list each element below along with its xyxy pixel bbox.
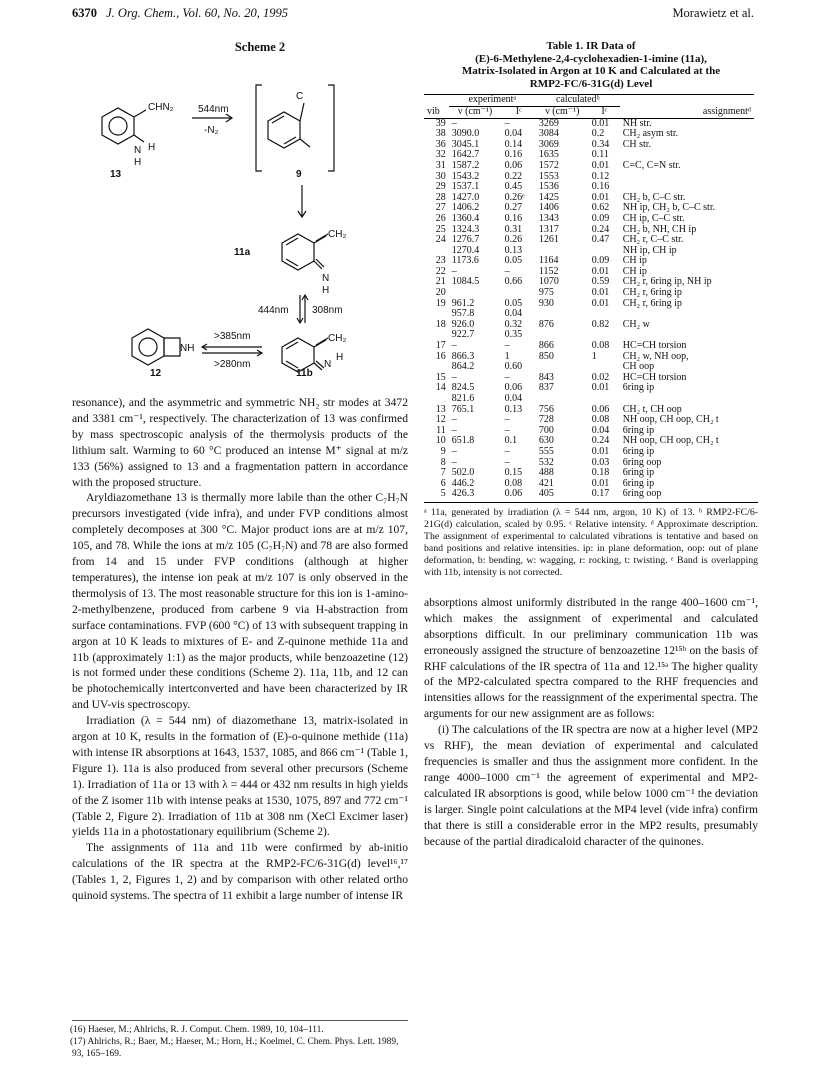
cell-exp-i: 0.22 xyxy=(504,170,523,182)
cell-calc-nu: 866 xyxy=(538,340,554,352)
cell-exp-i: 0.04 xyxy=(504,393,523,404)
table-row xyxy=(424,394,754,405)
cell-exp-nu: 426.3 xyxy=(451,488,475,500)
h-label-13b: H xyxy=(134,157,142,168)
cell-exp-nu: – xyxy=(451,265,457,277)
cell-calc-i: 0.11 xyxy=(591,149,609,161)
cell-exp-i: 0.05 xyxy=(504,255,523,267)
cell-exp-nu: 821.6 xyxy=(451,393,475,404)
cell-calc-nu xyxy=(536,394,589,405)
col-header-vib: vib xyxy=(424,106,449,118)
cell-vib: 6 xyxy=(440,477,446,489)
cell-exp-nu: – xyxy=(451,445,457,457)
cell-exp-i: 0.66 xyxy=(504,276,523,288)
n-label-11b: N xyxy=(324,359,332,370)
table-caption xyxy=(424,40,758,90)
cell-exp-nu: 1270.4 xyxy=(451,244,480,256)
col-header-exp-nu: ν (cm⁻¹) xyxy=(449,106,502,118)
cell-calc-i: 0.09 xyxy=(591,255,610,267)
h-label-11b: H xyxy=(336,352,344,363)
cell-exp-nu: 866.3 xyxy=(451,350,475,362)
cell-calc-i: 0.24 xyxy=(591,435,610,447)
cell-assignment: 6ring ip xyxy=(622,477,655,489)
compound-11b-label: 11b xyxy=(296,368,313,379)
cell-exp-nu: 1360.4 xyxy=(451,212,480,224)
cell-vib xyxy=(424,394,449,405)
cell-exp-i: 0.04 xyxy=(504,128,523,140)
cell-assignment: NH ip, CH ip xyxy=(622,244,677,256)
cell-vib: 5 xyxy=(440,488,446,500)
cell-exp-i: – xyxy=(504,265,510,277)
cell-calc-nu: 555 xyxy=(538,445,554,457)
journal-citation: J. Org. Chem., Vol. 60, No. 20, 1995 xyxy=(106,6,288,20)
cell-calc-i: 0.01 xyxy=(591,117,610,129)
cell-exp-nu: 1587.2 xyxy=(451,159,480,171)
col-header-exp-i: Iᶜ xyxy=(502,106,536,118)
cell-exp-i: 0.60 xyxy=(504,361,523,373)
cell-calc-nu: 843 xyxy=(538,371,554,383)
cell-calc-i: 0.17 xyxy=(591,488,610,500)
cell-calc-nu: 1553 xyxy=(538,170,559,182)
cell-exp-i: 0.06 xyxy=(504,159,523,171)
ir-table-body xyxy=(424,118,754,500)
cell-vib: 23 xyxy=(435,255,446,267)
cell-calc-i: 0.03 xyxy=(591,456,610,468)
cell-exp-i: 0.16 xyxy=(504,149,523,161)
arrow-544nm-label: 544nm xyxy=(198,104,229,115)
cell-calc-nu: 1536 xyxy=(538,181,559,193)
cell-exp-i: 0.14 xyxy=(504,138,523,150)
cell-assignment: CH ip, C–C str. xyxy=(622,212,685,224)
cell-vib: 27 xyxy=(435,202,446,214)
cell-calc-i: 0.01 xyxy=(591,191,610,203)
running-authors: Morawietz et al. xyxy=(672,6,754,20)
cell-exp-nu: – xyxy=(451,340,457,352)
cell-calc-nu: 1572 xyxy=(538,159,559,171)
table-row xyxy=(424,161,754,172)
paragraph: (i) The calculations of the IR spectra are now at a higher level (MP2 vs RHF), the mean deviation of experimental and calculated frequencies is smaller and thus the assignment more confident. In the range 4000–1000 cm⁻¹ the agreement of experimental and MP2-calculated IR absorptions is good, while below 1000 cm⁻¹ the deviation is larger. Single point calculations at the MP4 level (vide infra) confirm that there is still a considerable error in the MP2 results, presumably because of the partial diradicaloid character of the quinones. xyxy=(424,723,758,848)
cell-exp-i: 1 xyxy=(504,350,510,362)
paragraph: absorptions almost uniformly distributed in the range 400–1600 cm⁻¹, which makes the assignment of experimental and calculated absorptions difficult. In our preliminary communication 11b was erroneously assigned the structure of benzoazetine 12¹⁵ᵇ on the basis of RHF calculations of the IR spectra of 11a and 12.¹⁵ᵃ The higher quality of the MP2-calculated spectra compared to the RHF frequencies and intensities allows for the reassignment of the experimental spectra. The arguments for our new assignment are as follows: xyxy=(424,595,758,721)
cell-exp-i: 0.05 xyxy=(504,297,523,309)
cell-exp-nu: 765.1 xyxy=(451,403,475,415)
paragraph: The assignments of 11a and 11b were confirmed by ab-initio calculations of the IR spectra at the RMP2-FC/6-31G(d) level¹⁶,¹⁷ (Tables 1, 2, Figures 1, 2) and by comparison with other related ortho quinoid systems. The spectra of 11 exhibit a large number of intense IR xyxy=(72,841,408,903)
cell-vib: 19 xyxy=(435,297,446,309)
table-row xyxy=(424,415,754,426)
table-row xyxy=(424,330,754,341)
cell-exp-i: 0.45 xyxy=(504,181,523,193)
cell-assignment: C=C, C=N str. xyxy=(622,159,681,171)
cell-calc-i: 0.08 xyxy=(591,414,610,426)
cell-exp-nu: – xyxy=(451,117,457,129)
cell-exp-nu: – xyxy=(451,424,457,436)
cell-exp-i: 0.16 xyxy=(504,212,523,224)
table-row xyxy=(424,277,754,288)
cell-calc-i: 0.01 xyxy=(591,445,610,457)
cell-assignment: NH oop, CH oop, CH₂ t xyxy=(622,414,719,426)
cell-vib: 13 xyxy=(435,403,446,415)
col-header-assignment: assignmentᵈ xyxy=(620,106,754,118)
cell-exp-nu: 1427.0 xyxy=(451,191,480,203)
scheme-2-figure xyxy=(72,55,408,373)
cell-calc-nu: 876 xyxy=(538,318,554,330)
cell-assignment: 6ring ip xyxy=(622,382,655,394)
cell-calc-i: 0.01 xyxy=(591,382,610,394)
cell-calc-nu: 3069 xyxy=(538,138,559,150)
ch2-label-11b: CH₂ xyxy=(328,333,347,344)
scheme-labels xyxy=(110,91,346,370)
cell-calc-i: 0.24 xyxy=(591,223,610,235)
cell-assignment: CH₂ w, NH oop, xyxy=(622,350,689,362)
cell-exp-i: 0.35 xyxy=(504,329,523,341)
cell-calc-i: 0.01 xyxy=(591,159,610,171)
cell-calc-nu: 3084 xyxy=(538,128,559,140)
arrow-385nm-label: >385nm xyxy=(214,331,251,342)
cell-calc-i xyxy=(589,394,620,405)
cell-exp-nu: 961.2 xyxy=(451,297,475,309)
left-column xyxy=(72,40,408,904)
experiment-group-header: experimentᵃ xyxy=(449,95,536,107)
table-row xyxy=(424,489,754,500)
n-label-13: N xyxy=(134,145,142,156)
cell-exp-nu: – xyxy=(451,414,457,426)
cell-calc-nu: 488 xyxy=(538,467,554,479)
right-column xyxy=(424,40,758,849)
cell-vib: 39 xyxy=(435,117,446,129)
cell-assignment: CH₂ r, 6ring ip, NH ip xyxy=(622,276,712,288)
cell-calc-nu: 630 xyxy=(538,435,554,447)
table-row xyxy=(424,256,754,267)
cell-exp-nu: 1173.6 xyxy=(451,255,479,267)
cell-vib: 22 xyxy=(435,265,446,277)
cell-assignment: 6ring ip xyxy=(622,445,655,457)
col-header-calc-nu: ν (cm⁻¹) xyxy=(536,106,589,118)
table-header-blank xyxy=(620,95,754,107)
cell-vib: 9 xyxy=(440,445,446,457)
cell-calc-i: 0.18 xyxy=(591,467,610,479)
cell-assignment: CH₂ r, C–C str. xyxy=(622,234,684,246)
cell-exp-nu: 1537.1 xyxy=(451,181,480,193)
cell-vib: 15 xyxy=(435,371,446,383)
cell-calc-nu: 1343 xyxy=(538,212,559,224)
cell-assignment: CH₂ b, C–C str. xyxy=(622,191,686,203)
table-notes: ᵃ 11a, generated by irradiation (λ = 544 nm, argon, 10 K) of 13. ᵇ RMP2-FC/6-21G(d) calculation, scaled by 0.95. ᶜ Relative intensity. ᵈ Approximate description. The assignment of experimental to calculated vibrations is tentative and based on band positions and relative intensities. ip: in plane deformation, oop: out of plane deformation, b: bending, w: wagging, r: rocking, t: twisting. ᵉ Band is overlapping with 11b, intensity is not corrected. xyxy=(424,502,758,579)
cell-assignment: CH₂ r, 6ring ip xyxy=(622,287,682,299)
compound-9-label: 9 xyxy=(296,169,302,180)
cell-calc-nu: 700 xyxy=(538,424,554,436)
cell-assignment: CH oop xyxy=(622,361,655,373)
cell-exp-nu: 824.5 xyxy=(451,382,475,394)
paragraph: Aryldiazomethane 13 is thermally more labile than the other C₇H₇N precursors investigated (vide infra), and under FVP conditions almost completely decomposes at 300 °C. Major product ions are at m/z 107, 105, and 78. While the ions at m/z 105 (C₇H₇N) and 78 are also formed from 14 and 15 under FVP conditions (although at higher temperatures), the intense ion peak at m/z 107 is only observed in the thermolysis of 13. The most reasonable structure for this ion is 1-amino-2-methylbenzene, produced from carbene 9 via H-abstraction from surface contaminations. FVP (600 °C) of 13 with subsequent trapping in argon at 10 K leads to mixtures of E- and Z-quinone methide 11a and 11b (approximately 1:1) as the major products, while benzoazetine (12) is not formed under these conditions (Scheme 2). 11a, 11b, and 12 can be photochemically intertconverted and have been characterized by IR and UV-vis spectroscopy. xyxy=(72,491,408,712)
cell-calc-nu: 532 xyxy=(538,456,554,468)
cell-exp-nu: 957.8 xyxy=(451,308,475,320)
cell-vib: 14 xyxy=(435,382,446,394)
cell-calc-i: 0.01 xyxy=(591,477,610,489)
cell-calc-i: 0.06 xyxy=(591,403,610,415)
cell-assignment: CH₂ r, 6ring ip xyxy=(622,297,682,309)
table-row xyxy=(424,362,754,373)
cell-calc-i: 0.82 xyxy=(591,318,610,330)
cell-calc-nu: 1406 xyxy=(538,202,559,214)
cell-exp-i: 0.08 xyxy=(504,477,523,489)
cell-exp-nu: – xyxy=(451,371,457,383)
cell-exp-nu: 926.0 xyxy=(451,318,475,330)
cell-assignment: CH str. xyxy=(622,138,652,150)
cell-assignment: NH ip, CH₂ b, C–C str. xyxy=(622,202,716,214)
right-body-text xyxy=(424,595,758,850)
cell-vib: 24 xyxy=(435,234,446,246)
cell-calc-i: 0.2 xyxy=(591,128,605,140)
cell-exp-nu: 1406.2 xyxy=(451,202,480,214)
cell-calc-i: 0.01 xyxy=(591,297,610,309)
table-row xyxy=(424,447,754,458)
cell-exp-nu: 1324.3 xyxy=(451,223,480,235)
cell-vib: 21 xyxy=(435,276,446,288)
nh-label-12: NH xyxy=(180,343,195,354)
cell-vib: 17 xyxy=(435,340,446,352)
cell-vib: 38 xyxy=(435,128,446,140)
ch2-label-11a: CH₂ xyxy=(328,229,347,240)
cell-vib: 16 xyxy=(435,350,446,362)
calculated-group-header: calculatedᵇ xyxy=(536,95,620,107)
cell-exp-i: 0.1 xyxy=(504,435,518,447)
cell-exp-i: 0.26 xyxy=(504,234,523,246)
cell-calc-i: 0.01 xyxy=(591,287,610,299)
cell-exp-nu: 3045.1 xyxy=(451,138,480,150)
cell-exp-nu: 864.2 xyxy=(451,361,475,373)
cell-assignment: 6ring ip xyxy=(622,467,655,479)
paragraph: Irradiation (λ = 544 nm) of diazomethane 13, matrix-isolated in argon at 10 K, results in the formation of (E)-o-quinone methide (11a) with intense IR absorptions at 1643, 1537, 1085, and 866 cm⁻¹ (Table 1, Figure 1). 11a is also produced from several other precursors (Scheme 1). Irradiation of 11a or 13 with λ = 444 or 432 nm results in high yields of the Z isomer 11b with intense peaks at 1530, 1075, 897 and 772 cm⁻¹ (Table 2, Figure 2). Irradiation of 11b at 308 nm (XeCl Excimer laser) yields 11a in a photostationary equilibrium (Scheme 2). xyxy=(72,714,408,839)
cell-assignment: CH₂ t, CH oop xyxy=(622,403,682,415)
col-header-calc-i: Iᶜ xyxy=(589,106,620,118)
cell-assignment: NH str. xyxy=(622,117,652,129)
table-caption-line: Matrix-Isolated in Argon at 10 K and Calculated at the xyxy=(461,65,721,78)
cell-calc-nu: 1152 xyxy=(538,265,559,277)
table-row xyxy=(424,214,754,225)
cell-calc-i: 1 xyxy=(591,350,597,362)
cell-calc-i: 0.08 xyxy=(591,340,610,352)
n-label-11a: N xyxy=(322,273,330,284)
cell-calc-i: 0.04 xyxy=(591,424,610,436)
cell-calc-i: 0.16 xyxy=(591,181,610,193)
cell-exp-i: 0.13 xyxy=(504,403,523,415)
cell-assignment: CH₂ b, NH, CH ip xyxy=(622,223,697,235)
left-body-text xyxy=(72,395,408,904)
cell-calc-nu: 421 xyxy=(538,477,554,489)
cell-calc-nu: 837 xyxy=(538,382,554,394)
table-caption-line: (E)-6-Methylene-2,4-cyclohexadien-1-imine (11a), xyxy=(475,52,707,65)
cell-calc-nu: 756 xyxy=(538,403,554,415)
cell-vib: 7 xyxy=(440,467,446,479)
cell-exp-nu: 1084.5 xyxy=(451,276,480,288)
cell-exp-i: 0.06 xyxy=(504,488,523,500)
cell-exp-i: 0.04 xyxy=(504,308,523,320)
cell-calc-i: 0.62 xyxy=(591,202,610,214)
cell-calc-nu: 1261 xyxy=(538,234,559,246)
cell-vib: 10 xyxy=(435,435,446,447)
cell-calc-i: 0.02 xyxy=(591,371,610,383)
table-row xyxy=(424,436,754,447)
cell-exp-i: – xyxy=(504,424,510,436)
cell-vib: 30 xyxy=(435,170,446,182)
cell-vib: 20 xyxy=(435,287,446,299)
cell-assignment: HC=CH torsion xyxy=(622,340,687,352)
footnote: (17) Ahlrichs, R.; Baer, M.; Haeser, M.; Horn, H.; Koelmel, C. Chem. Phys. Lett. 1989, 93, 165–169. xyxy=(70,1037,399,1059)
arrow-444nm-label: 444nm xyxy=(258,305,289,316)
cell-exp-i: 0.06 xyxy=(504,382,523,394)
cell-calc-nu: 3269 xyxy=(538,117,559,129)
cell-exp-i: 0.26ᵉ xyxy=(504,191,525,203)
paragraph: resonance), and the asymmetric and symmetric NH₂ str modes at 3472 and 3381 cm⁻¹, respectively. The characterization of 13 was confirmed by mass spectroscopic analysis of the thermolysis products of the lithium salt. Warming to 60 °C produced an intense M⁺ signal at m/z 133 (56%) assigned to 13 and a fragmentation pattern in accordance with the proposed structure. xyxy=(72,396,408,489)
cell-exp-i: – xyxy=(504,340,510,352)
cell-exp-i: – xyxy=(504,414,510,426)
cell-exp-i: 0.31 xyxy=(504,223,523,235)
footnote: (16) Haeser, M.; Ahlrichs, R. J. Comput. Chem. 1989, 10, 104–111. xyxy=(70,1025,324,1035)
cell-calc-i: 0.47 xyxy=(591,234,610,246)
cell-vib: 11 xyxy=(436,424,446,436)
arrow-280nm-label: >280nm xyxy=(214,359,251,370)
h-label-11a: H xyxy=(322,285,330,296)
footnotes xyxy=(72,1020,408,1060)
cell-exp-nu: 1276.7 xyxy=(451,234,480,246)
cell-vib: 18 xyxy=(435,318,446,330)
cell-calc-i: 0.59 xyxy=(591,276,610,288)
cell-assignment: CH₂ w xyxy=(622,318,650,330)
cell-vib: 28 xyxy=(435,191,446,203)
cell-assignment: HC=CH torsion xyxy=(622,371,687,383)
arrow-n2-label: -N₂ xyxy=(204,125,219,136)
cell-assignment: 6ring oop xyxy=(622,456,662,468)
cell-calc-i: 0.09 xyxy=(591,212,610,224)
cell-calc-nu: 1164 xyxy=(538,255,559,267)
cell-calc-nu: 975 xyxy=(538,287,554,299)
table-caption-line: Table 1. IR Data of xyxy=(546,40,636,52)
cell-calc-nu: 1635 xyxy=(538,149,559,161)
cell-assignment xyxy=(620,172,754,183)
table-header-blank xyxy=(424,95,449,107)
cell-exp-i: – xyxy=(504,371,510,383)
cell-calc-i: 0.01 xyxy=(591,265,610,277)
cell-exp-i: 0.13 xyxy=(504,244,523,256)
cell-exp-i: 0.15 xyxy=(504,467,523,479)
cell-calc-nu: 1317 xyxy=(538,223,559,235)
cell-vib: 36 xyxy=(435,138,446,150)
cell-exp-i: 0.27 xyxy=(504,202,523,214)
cell-assignment: CH ip xyxy=(622,265,647,277)
scheme-title: Scheme 2 xyxy=(234,40,286,54)
table-caption-line: RMP2-FC/6-31G(d) Level xyxy=(529,77,653,90)
cell-assignment: 6ring oop xyxy=(622,488,662,500)
cell-exp-nu: 922.7 xyxy=(451,329,475,341)
cell-assignment: NH oop, CH oop, CH₂ t xyxy=(622,435,719,447)
cell-calc-nu: 930 xyxy=(538,297,554,309)
h-label-13a: H xyxy=(148,142,156,153)
cell-vib: 32 xyxy=(435,149,446,161)
cell-calc-i: 0.12 xyxy=(591,170,610,182)
cell-vib: 26 xyxy=(435,212,446,224)
page-header xyxy=(72,6,754,24)
compound-12-label: 12 xyxy=(150,368,162,379)
page-number: 6370 xyxy=(72,6,97,20)
cell-exp-i: 0.32 xyxy=(504,318,523,330)
cell-vib: 25 xyxy=(435,223,446,235)
cell-calc-nu: 405 xyxy=(538,488,554,500)
cell-vib: 29 xyxy=(435,181,446,193)
cell-exp-nu: 3090.0 xyxy=(451,128,480,140)
cell-calc-nu: 850 xyxy=(538,350,554,362)
cell-calc-i: 0.34 xyxy=(591,138,610,150)
cell-calc-nu: 1070 xyxy=(538,276,559,288)
cell-calc-nu: 728 xyxy=(538,414,554,426)
ir-data-table xyxy=(424,94,754,500)
cell-exp-i: – xyxy=(504,117,510,129)
arrow-308nm-label: 308nm xyxy=(312,305,343,316)
cell-exp-nu: 1543.2 xyxy=(451,170,480,182)
carbene-c-label: C xyxy=(296,91,304,102)
cell-exp-i: – xyxy=(504,456,510,468)
cell-exp-nu: – xyxy=(451,456,457,468)
cell-exp-nu: 651.8 xyxy=(451,435,475,447)
compound-13-label: 13 xyxy=(110,169,122,180)
cell-assignment: 6ring ip xyxy=(622,424,655,436)
cell-exp-i: – xyxy=(504,445,510,457)
cell-assignment: CH₂ asym str. xyxy=(622,128,679,140)
cell-assignment xyxy=(620,394,754,405)
cell-exp-nu: 1642.7 xyxy=(451,149,480,161)
cell-vib: 12 xyxy=(435,414,446,426)
cell-vib: 31 xyxy=(435,159,446,171)
cell-calc-nu: 1425 xyxy=(538,191,559,203)
compound-11a-label: 11a xyxy=(234,247,251,258)
scheme-2-drawing xyxy=(72,55,408,373)
chn2-label: CHN₂ xyxy=(148,102,174,113)
cell-vib: 8 xyxy=(440,456,446,468)
cell-assignment: CH ip xyxy=(622,255,647,267)
cell-exp-nu: 502.0 xyxy=(451,467,475,479)
cell-exp-nu: 446.2 xyxy=(451,477,475,489)
